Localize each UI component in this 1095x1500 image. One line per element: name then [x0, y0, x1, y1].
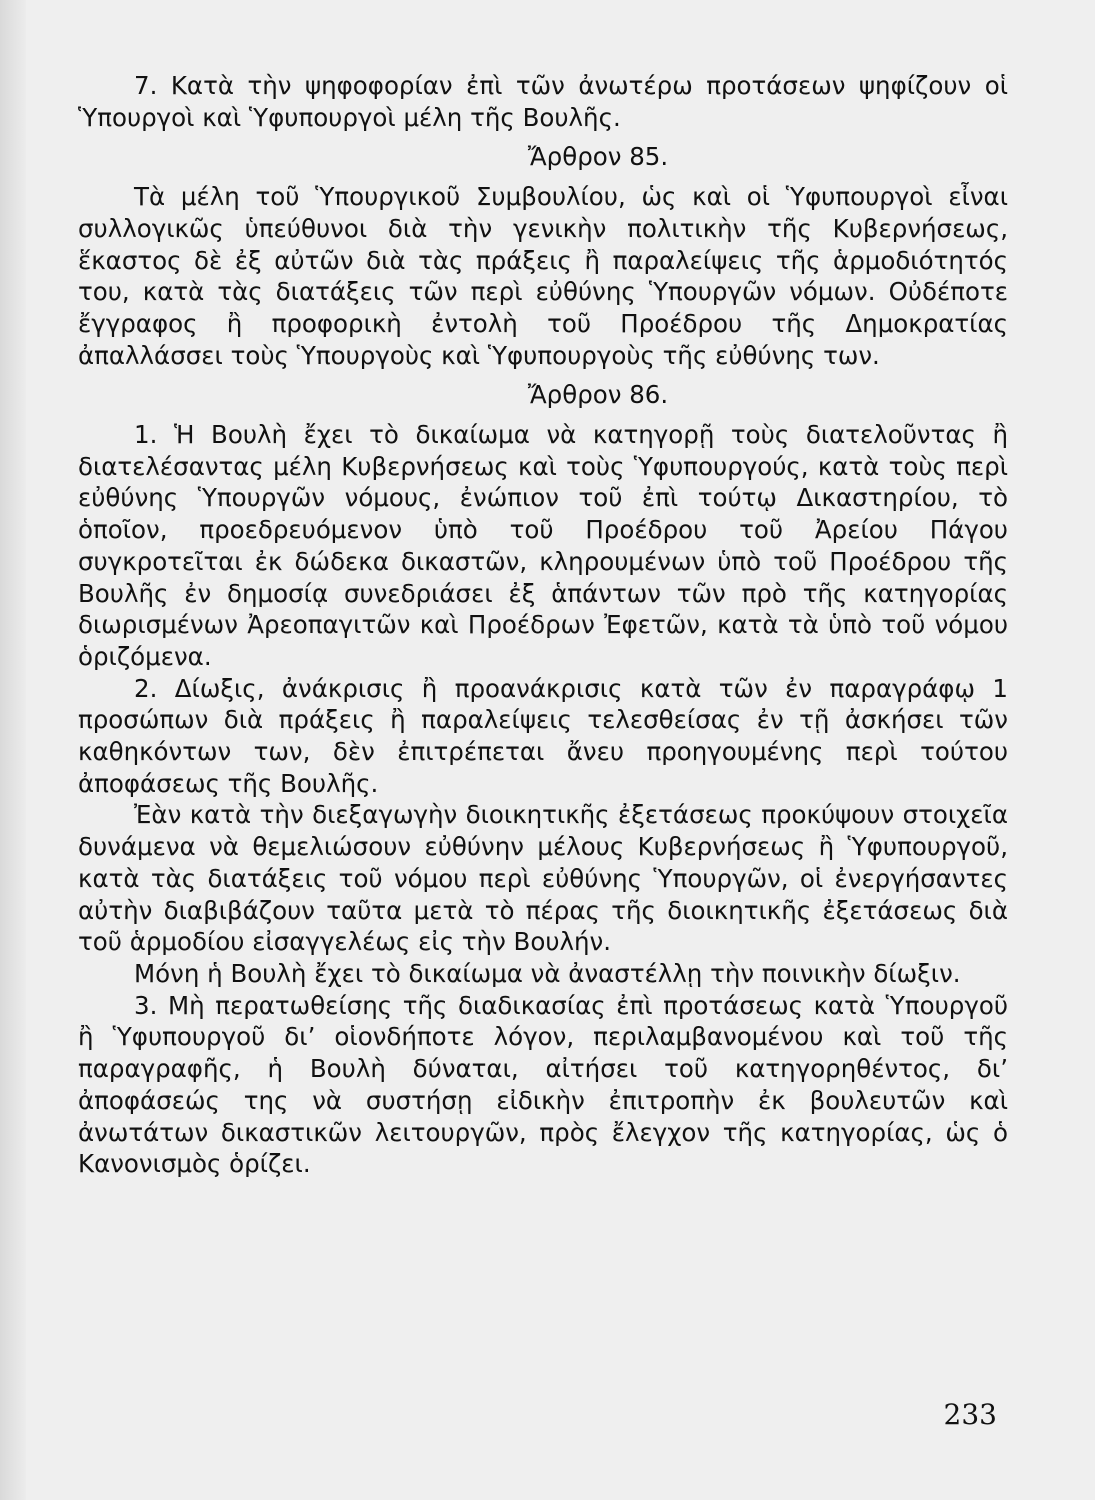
article85-heading: Ἄρθρον 85. — [527, 142, 669, 172]
page-binding-edge — [0, 0, 26, 1500]
page-number: 233 — [943, 1398, 997, 1431]
article86-heading: Ἄρθρον 86. — [527, 380, 669, 410]
article86-paragraph-1: 1. Ἡ Βουλὴ ἔχει τὸ δικαίωμα νὰ κατηγορῇ τοὺς διατελοῦντας ἢ διατελέσαντας μέλη Κυβερνήσεως καὶ τοὺς Ὑφυπουργούς, κατὰ τοὺς περὶ εὐθύνης Ὑπουργῶν νόμους, ἐνώπιον τοῦ ἐπὶ τούτῳ Δικαστηρίου, τὸ ὁποῖον, προεδρευόμενον ὑπὸ τοῦ Προέδρου τοῦ Ἀρείου Πάγου συγκροτεῖται ἐκ δώδεκα δικαστῶν, κληρουμένων ὑπὸ τοῦ Προέδρου τῆς Βουλῆς ἐν δημοσίᾳ συνεδριάσει ἐξ ἁπάντων τῶν πρὸ τῆς κατηγορίας διωρισμένων Ἀρεοπαγιτῶν καὶ Προέδρων Ἐφετῶν, κατὰ τὰ ὑπὸ τοῦ νόμου ὁριζόμενα. — [78, 420, 1008, 671]
article84-paragraph-7: 7. Κατὰ τὴν ψηφοφορίαν ἐπὶ τῶν ἀνωτέρω προτάσεων ψηφίζουν οἱ Ὑπουργοὶ καὶ Ὑφυπουργοὶ μέλη τῆς Βουλῆς. — [78, 71, 1008, 132]
page-text — [78, 70, 1008, 1180]
article85-text: Τὰ μέλη τοῦ Ὑπουργικοῦ Συμβουλίου, ὡς καὶ οἱ Ὑφυπουργοὶ εἶναι συλλογικῶς ὑπεύθυνοι διὰ τὴν γενικὴν πολιτικὴν τῆς Κυβερνήσεως, ἕκαστος δὲ ἐξ αὐτῶν διὰ τὰς πράξεις ἢ παραλείψεις τῆς ἁρμοδιότητός του, κατὰ τὰς διατάξεις τῶν περὶ εὐθύνης Ὑπουργῶν νόμων. Οὐδέποτε ἔγγραφος ἢ προφορικὴ ἐντολὴ τοῦ Προέδρου τῆς Δημοκρατίας ἀπαλλάσσει τοὺς Ὑπουργοὺς καὶ Ὑφυπουργοὺς τῆς εὐθύνης των. — [78, 182, 1008, 370]
article86-paragraph-2: 2. Δίωξις, ἀνάκρισις ἢ προανάκρισις κατὰ τῶν ἐν παραγράφῳ 1 προσώπων διὰ πράξεις ἢ παραλείψεις τελεσθείσας ἐν τῇ ἀσκήσει τῶν καθηκόντων των, δὲν ἐπιτρέπεται ἄνευ προηγουμένης περὶ τούτου ἀποφάσεως τῆς Βουλῆς. — [78, 673, 1008, 798]
article86-paragraph-3: 3. Μὴ περατωθείσης τῆς διαδικασίας ἐπὶ προτάσεως κατὰ Ὑπουργοῦ ἢ Ὑφυπουργοῦ δι’ οἱονδήποτε λόγον, περιλαμβανομένου καὶ τοῦ τῆς παραγραφῆς, ἡ Βουλὴ δύναται, αἰτήσει τοῦ κατηγορηθέντος, δι’ ἀποφάσεώς της νὰ συστήσῃ εἰδικὴν ἐπιτροπὴν ἐκ βουλευτῶν καὶ ἀνωτάτων δικαστικῶν λειτουργῶν, πρὸς ἔλεγχον τῆς κατηγορίας, ὡς ὁ Κανονισμὸς ὁρίζει. — [78, 990, 1008, 1179]
article86-paragraph-2-suspension: Μόνη ἡ Βουλὴ ἔχει τὸ δικαίωμα νὰ ἀναστέλλῃ τὴν ποινικὴν δίωξιν. — [134, 958, 961, 988]
article86-paragraph-2-continued: Ἐὰν κατὰ τὴν διεξαγωγὴν διοικητικῆς ἐξετάσεως προκύψουν στοιχεῖα δυνάμενα νὰ θεμελιώσουν εὐθύνην μέλους Κυβερνήσεως ἢ Ὑφυπουργοῦ, κατὰ τὰς διατάξεις τοῦ νόμου περὶ εὐθύνης Ὑπουργῶν, οἱ ἐνεργήσαντες αὐτὴν διαβιβάζουν ταῦτα μετὰ τὸ πέρας τῆς διοικητικῆς ἐξετάσεως διὰ τοῦ ἁρμοδίου εἰσαγγελέως εἰς τὴν Βουλήν. — [78, 800, 1008, 957]
